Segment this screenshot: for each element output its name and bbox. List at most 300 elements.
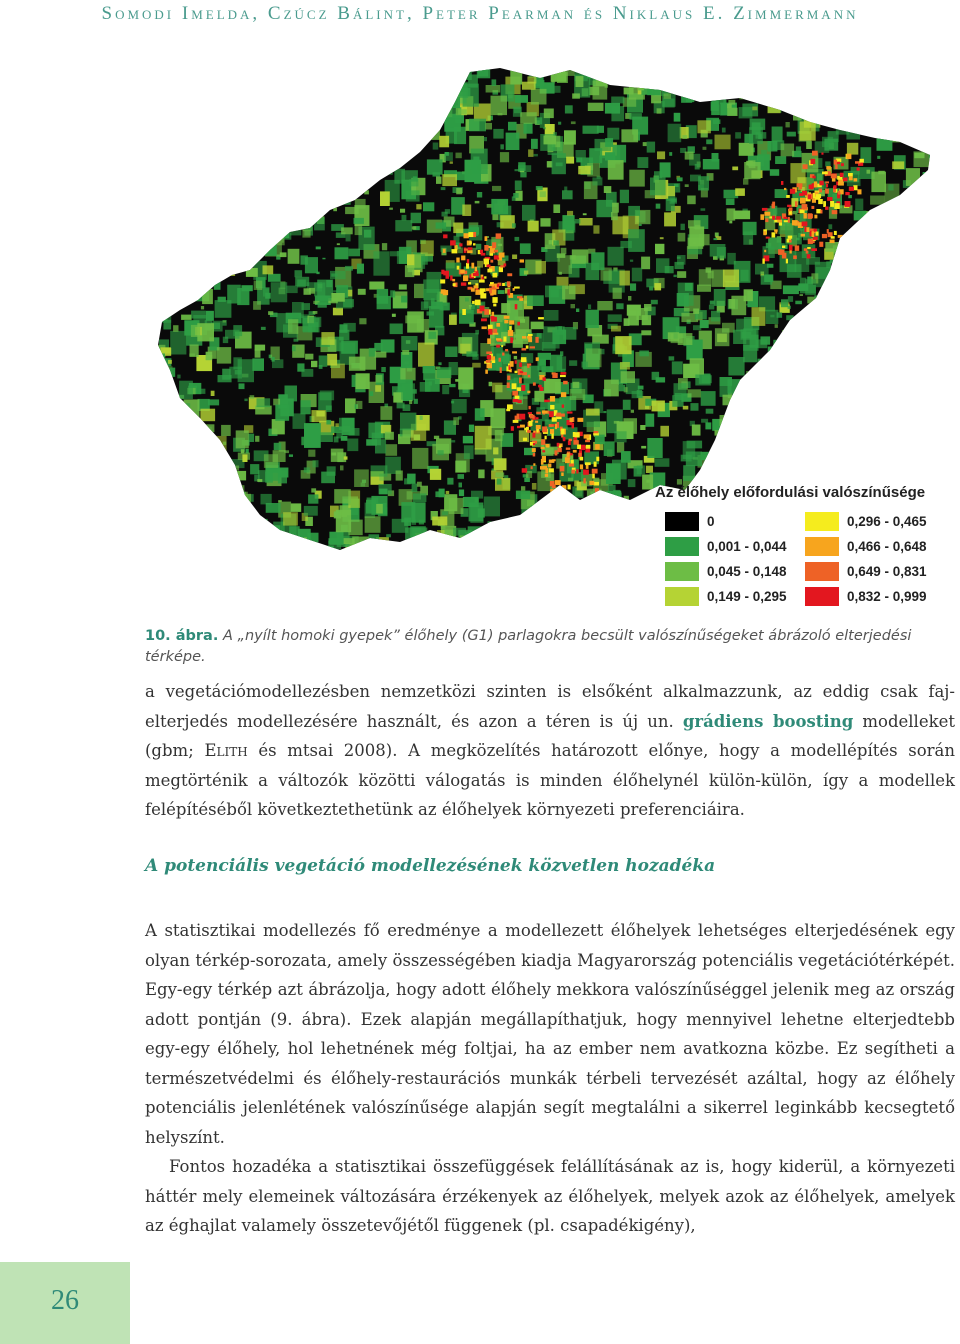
map-patch xyxy=(484,549,488,551)
map-patch xyxy=(825,161,830,166)
map-hotspot xyxy=(838,235,843,238)
map-patch xyxy=(652,401,665,412)
map-patch xyxy=(657,151,665,159)
map-hotspot xyxy=(484,309,489,315)
map-patch xyxy=(705,422,711,429)
map-patch xyxy=(438,103,447,110)
map-patch xyxy=(625,63,631,68)
map-patch xyxy=(388,128,396,140)
map-hotspot xyxy=(484,276,486,278)
map-patch xyxy=(929,151,939,159)
map-patch xyxy=(366,162,369,167)
map-patch xyxy=(904,385,915,398)
map-patch xyxy=(683,406,689,410)
map-patch xyxy=(354,469,369,487)
map-patch xyxy=(241,104,254,118)
map-hotspot xyxy=(812,241,815,244)
map-patch xyxy=(837,460,851,473)
map-patch xyxy=(825,87,839,98)
map-patch xyxy=(909,438,913,442)
map-patch xyxy=(922,351,927,353)
map-patch xyxy=(766,455,783,469)
map-patch xyxy=(750,335,759,348)
map-patch xyxy=(791,365,805,386)
map-patch xyxy=(918,294,932,307)
map-patch xyxy=(155,304,168,322)
map-hotspot xyxy=(774,229,778,232)
map-patch xyxy=(890,443,904,455)
map-hotspot xyxy=(491,317,497,322)
map-patch xyxy=(376,152,380,157)
map-patch xyxy=(208,194,222,209)
map-patch xyxy=(821,376,835,384)
map-patch xyxy=(515,169,519,171)
map-hotspot xyxy=(461,256,465,261)
map-patch xyxy=(876,416,890,431)
map-patch xyxy=(294,202,299,206)
map-patch xyxy=(891,135,903,143)
map-patch xyxy=(634,529,638,533)
map-patch xyxy=(469,169,472,174)
map-patch xyxy=(423,366,436,373)
map-patch xyxy=(769,93,776,103)
map-patch xyxy=(214,260,224,276)
map-patch xyxy=(527,295,544,306)
map-patch xyxy=(764,81,775,98)
map-patch xyxy=(489,382,493,386)
map-patch xyxy=(803,372,809,378)
map-hotspot xyxy=(567,412,573,414)
map-patch xyxy=(548,508,560,516)
map-patch xyxy=(907,115,920,134)
map-hotspot xyxy=(480,250,483,254)
map-patch xyxy=(281,194,289,200)
map-patch xyxy=(265,472,273,483)
map-hotspot xyxy=(807,254,811,258)
map-hotspot xyxy=(580,457,584,461)
map-patch xyxy=(917,397,927,407)
map-patch xyxy=(792,67,805,74)
map-patch xyxy=(839,280,844,286)
map-patch xyxy=(438,558,447,566)
map-hotspot xyxy=(558,448,562,453)
map-patch xyxy=(899,71,912,78)
map-patch xyxy=(417,482,422,487)
map-patch xyxy=(858,103,869,116)
map-patch xyxy=(808,338,821,357)
map-patch xyxy=(380,191,390,206)
map-patch xyxy=(590,508,606,530)
map-patch xyxy=(822,116,826,121)
map-patch xyxy=(642,475,653,490)
map-patch xyxy=(159,94,170,104)
map-patch xyxy=(825,294,829,299)
map-patch xyxy=(800,294,803,296)
map-hotspot xyxy=(816,232,819,236)
map-patch xyxy=(460,535,473,547)
map-patch xyxy=(379,484,392,494)
map-patch xyxy=(500,152,509,162)
map-patch xyxy=(334,511,341,518)
map-patch xyxy=(243,525,256,543)
map-hotspot xyxy=(488,329,492,335)
map-patch xyxy=(234,507,238,513)
map-patch xyxy=(288,319,298,334)
map-patch xyxy=(179,195,190,203)
map-hotspot xyxy=(512,383,517,389)
map-patch xyxy=(753,66,768,79)
map-patch xyxy=(804,472,818,481)
map-patch xyxy=(277,212,281,216)
map-patch xyxy=(540,218,550,226)
map-patch xyxy=(897,244,906,255)
map-patch xyxy=(884,210,889,216)
map-patch xyxy=(553,204,560,213)
map-patch xyxy=(419,86,428,97)
map-patch xyxy=(421,240,434,256)
map-patch xyxy=(340,557,353,569)
map-patch xyxy=(345,207,359,214)
map-patch xyxy=(727,253,736,265)
map-patch xyxy=(927,326,940,337)
map-patch xyxy=(604,380,619,397)
map-hotspot xyxy=(846,154,851,159)
map-patch xyxy=(768,141,778,152)
map-patch xyxy=(541,511,554,519)
map-patch xyxy=(259,189,266,198)
map-hotspot xyxy=(819,242,823,247)
map-hotspot xyxy=(492,290,497,295)
map-patch xyxy=(889,302,893,306)
map-patch xyxy=(242,77,248,83)
map-hotspot xyxy=(772,232,776,237)
map-patch xyxy=(357,123,372,145)
map-patch xyxy=(508,122,517,131)
map-patch xyxy=(222,468,236,489)
map-hotspot xyxy=(583,478,585,483)
map-patch xyxy=(865,365,868,369)
map-patch xyxy=(259,103,264,107)
map-patch xyxy=(875,422,878,425)
map-patch xyxy=(769,87,779,98)
running-head: Somodi Imelda, Czúcz Bálint, Peter Pearman és Niklaus E. Zimmermann xyxy=(101,3,859,24)
map-patch xyxy=(583,213,587,215)
map-patch xyxy=(278,500,282,502)
map-hotspot xyxy=(585,462,591,465)
map-hotspot xyxy=(803,164,808,169)
map-patch xyxy=(273,450,286,462)
map-patch xyxy=(813,397,820,403)
map-patch xyxy=(282,191,287,195)
map-patch xyxy=(348,79,363,94)
map-patch xyxy=(580,533,591,544)
map-patch xyxy=(221,425,231,436)
map-patch xyxy=(838,272,846,276)
map-patch xyxy=(867,394,881,414)
map-patch xyxy=(750,464,756,471)
map-patch xyxy=(844,263,859,273)
map-patch xyxy=(821,457,834,469)
map-patch xyxy=(656,204,661,209)
map-patch xyxy=(235,507,251,516)
map-patch xyxy=(142,320,146,322)
map-patch xyxy=(431,298,435,302)
map-patch xyxy=(166,426,180,433)
map-patch xyxy=(871,257,879,265)
map-patch xyxy=(162,97,167,100)
map-patch xyxy=(328,185,343,198)
map-patch xyxy=(237,122,251,139)
map-hotspot xyxy=(766,237,770,239)
map-patch xyxy=(224,473,231,480)
map-patch xyxy=(238,557,252,577)
map-patch xyxy=(218,492,230,506)
map-patch xyxy=(485,123,492,130)
map-patch xyxy=(867,170,871,174)
map-patch xyxy=(365,516,381,533)
map-patch xyxy=(371,465,388,476)
map-hotspot xyxy=(784,188,786,190)
map-patch xyxy=(493,129,503,139)
map-hotspot xyxy=(552,373,557,378)
map-patch xyxy=(373,251,389,275)
map-patch xyxy=(194,486,199,491)
map-patch xyxy=(607,128,619,140)
map-patch xyxy=(735,78,740,83)
map-patch xyxy=(186,182,194,187)
map-patch xyxy=(815,62,829,70)
map-patch xyxy=(164,132,168,136)
map-patch xyxy=(411,213,421,224)
map-patch xyxy=(437,367,452,378)
map-patch xyxy=(772,127,783,142)
map-patch xyxy=(400,368,415,381)
map-patch xyxy=(204,121,213,127)
map-patch xyxy=(403,404,411,411)
map-patch xyxy=(233,492,246,507)
map-patch xyxy=(261,494,272,505)
map-patch xyxy=(458,367,473,389)
map-hotspot xyxy=(806,227,809,232)
map-patch xyxy=(390,161,395,167)
map-patch xyxy=(611,97,624,104)
map-patch xyxy=(796,146,801,151)
map-patch xyxy=(386,534,391,537)
map-patch xyxy=(616,303,623,309)
map-patch xyxy=(245,98,251,102)
map-hotspot xyxy=(540,387,544,391)
map-patch xyxy=(937,309,944,313)
map-patch xyxy=(302,230,310,238)
map-patch xyxy=(316,103,321,106)
map-patch xyxy=(476,244,481,250)
map-patch xyxy=(229,74,241,91)
map-patch xyxy=(414,399,418,404)
map-hotspot xyxy=(514,287,520,289)
map-patch xyxy=(401,336,417,351)
map-hotspot xyxy=(510,361,514,367)
map-patch xyxy=(564,504,567,507)
map-hotspot xyxy=(803,199,805,203)
map-patch xyxy=(876,370,891,382)
map-patch xyxy=(348,127,358,134)
map-patch xyxy=(254,224,269,241)
map-hotspot xyxy=(560,486,563,492)
map-patch xyxy=(692,425,701,436)
map-patch xyxy=(723,463,731,471)
map-patch xyxy=(619,499,627,507)
map-patch xyxy=(276,65,292,82)
map-patch xyxy=(812,69,823,79)
map-hotspot xyxy=(781,181,783,185)
map-patch xyxy=(182,106,186,110)
map-patch xyxy=(655,244,664,254)
map-patch xyxy=(147,152,151,156)
map-patch xyxy=(735,188,745,196)
map-patch xyxy=(215,494,220,498)
map-hotspot xyxy=(522,336,526,339)
map-patch xyxy=(711,104,720,115)
map-hotspot xyxy=(504,263,507,266)
map-patch xyxy=(919,191,930,202)
map-patch xyxy=(301,181,312,194)
map-patch xyxy=(788,347,799,361)
map-patch xyxy=(402,350,409,355)
map-patch xyxy=(326,406,332,412)
map-hotspot xyxy=(586,445,591,449)
map-patch xyxy=(646,466,653,473)
map-patch xyxy=(405,315,421,323)
map-hotspot xyxy=(507,289,510,295)
map-patch xyxy=(782,82,799,94)
map-patch xyxy=(514,108,521,113)
map-patch xyxy=(210,73,224,84)
legend-swatch xyxy=(665,587,699,606)
map-hotspot xyxy=(524,428,527,431)
map-patch xyxy=(822,137,833,147)
map-patch xyxy=(846,64,858,73)
map-hotspot xyxy=(563,381,568,385)
map-patch xyxy=(484,497,500,517)
map-patch xyxy=(925,288,942,308)
map-patch xyxy=(326,151,341,160)
map-patch xyxy=(877,214,894,228)
map-patch xyxy=(790,449,795,456)
map-patch xyxy=(768,347,776,359)
map-patch xyxy=(640,513,646,517)
map-patch xyxy=(870,295,877,305)
map-patch xyxy=(151,230,158,237)
map-hotspot xyxy=(849,176,853,180)
map-patch xyxy=(636,69,649,83)
map-patch xyxy=(170,331,186,355)
map-patch xyxy=(376,70,389,81)
map-patch xyxy=(805,279,816,295)
map-hotspot xyxy=(811,159,816,164)
map-patch xyxy=(756,75,761,80)
map-patch xyxy=(917,280,928,287)
map-patch xyxy=(296,108,300,114)
map-patch xyxy=(743,178,748,184)
map-patch xyxy=(719,81,728,87)
map-patch xyxy=(232,485,244,491)
map-patch xyxy=(395,220,412,231)
map-patch xyxy=(560,65,575,76)
map-patch xyxy=(234,493,245,502)
map-patch xyxy=(242,514,254,527)
map-hotspot xyxy=(555,424,557,429)
map-patch xyxy=(531,139,538,149)
map-hotspot xyxy=(533,382,536,385)
map-patch xyxy=(392,74,397,79)
map-patch xyxy=(929,172,934,177)
map-patch xyxy=(619,385,625,392)
map-patch xyxy=(185,64,191,68)
map-patch xyxy=(273,89,279,96)
map-patch xyxy=(697,80,702,86)
map-patch xyxy=(202,123,208,130)
map-patch xyxy=(608,247,624,266)
map-patch xyxy=(879,342,890,354)
map-patch xyxy=(643,142,647,146)
map-patch xyxy=(761,415,767,419)
map-patch xyxy=(436,177,442,184)
map-hotspot xyxy=(528,375,530,378)
map-patch xyxy=(160,539,170,547)
map-patch xyxy=(169,62,181,73)
map-patch xyxy=(686,95,695,102)
map-patch xyxy=(936,222,949,231)
map-patch xyxy=(583,126,599,134)
map-hotspot xyxy=(490,260,493,263)
map-patch xyxy=(230,263,241,269)
map-patch xyxy=(255,349,261,357)
map-hotspot xyxy=(573,440,578,445)
map-patch xyxy=(770,452,778,456)
map-patch xyxy=(739,107,753,118)
map-hotspot xyxy=(511,426,514,431)
map-patch xyxy=(167,62,177,68)
map-patch xyxy=(304,506,318,516)
map-patch xyxy=(605,103,620,114)
map-patch xyxy=(924,146,933,153)
map-patch xyxy=(312,410,327,422)
map-patch xyxy=(905,392,913,401)
map-patch xyxy=(577,556,589,567)
map-hotspot xyxy=(808,195,811,199)
map-patch xyxy=(923,358,938,380)
map-patch xyxy=(308,450,315,457)
map-patch xyxy=(768,104,781,114)
map-patch xyxy=(494,458,507,470)
map-patch xyxy=(774,75,781,80)
map-patch xyxy=(148,444,158,456)
map-hotspot xyxy=(584,434,590,438)
map-patch xyxy=(700,320,709,328)
map-patch xyxy=(341,131,345,136)
map-patch xyxy=(183,250,196,265)
map-hotspot xyxy=(507,404,513,409)
map-patch xyxy=(760,422,775,431)
map-patch xyxy=(255,231,271,250)
map-patch xyxy=(335,423,339,427)
map-patch xyxy=(524,478,530,482)
map-patch xyxy=(593,225,599,233)
map-patch xyxy=(449,384,455,387)
legend-swatch xyxy=(805,512,839,531)
map-patch xyxy=(888,87,897,97)
map-hotspot xyxy=(848,173,853,177)
